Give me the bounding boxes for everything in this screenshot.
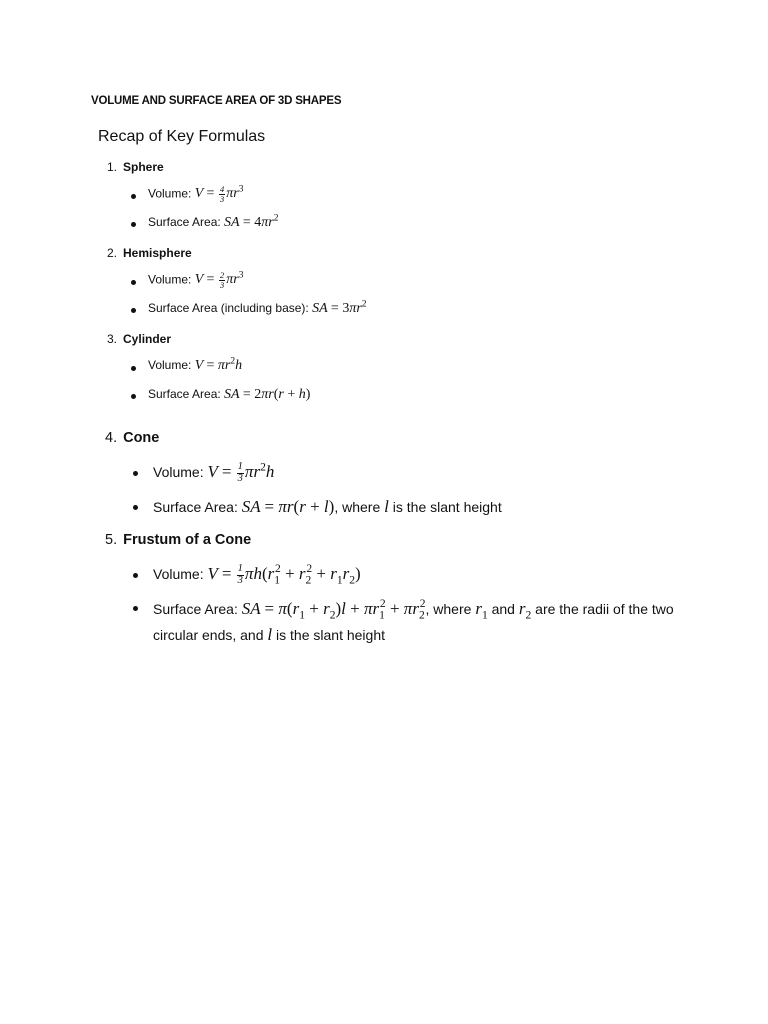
bullet-dot: [131, 280, 136, 285]
cone-surface-note-2: is the slant height: [388, 499, 502, 515]
hemisphere-volume-formula: V = $\frac{2}{3}$ $\pi r^3$: [194, 270, 244, 290]
volume-label: Volume:: [148, 186, 195, 201]
volume-label: Volume:: [153, 464, 208, 480]
section-name: Frustum of a Cone: [123, 532, 252, 548]
document-title: VOLUME AND SURFACE AREA OF 3D SHAPES: [91, 95, 342, 107]
section-hemisphere-heading: [107, 246, 192, 260]
section-cone-heading: [105, 430, 159, 446]
hemisphere-surface-row: [148, 301, 367, 317]
section-number: 5.: [105, 532, 118, 548]
section-frustum-heading: [105, 532, 251, 548]
cylinder-surface-formula: SA = 2πr(r + h): [224, 387, 311, 402]
sphere-volume-formula: V = $\frac{4}{3}$ $\pi r^3$: [194, 184, 244, 204]
hemisphere-surface-formula: SA = $3\pi r^2$: [312, 299, 367, 316]
section-cylinder-heading: [107, 332, 171, 346]
frustum-surface-note-1: , where: [425, 601, 476, 617]
bullet-dot: [131, 222, 136, 227]
section-name: Cylinder: [123, 332, 172, 346]
section-sphere-heading: [107, 160, 164, 174]
cone-surface-row: [153, 497, 502, 517]
bullet-dot: [131, 194, 136, 199]
slant-height-symbol: l: [384, 497, 389, 516]
bullet-dot: [133, 505, 138, 510]
recap-heading: Recap of Key Formulas: [98, 128, 266, 145]
cone-volume-row: [153, 462, 274, 484]
radius-2-symbol: $r_2$: [518, 599, 532, 622]
radius-1-symbol: $r_1$: [475, 599, 488, 622]
frustum-surface-note-4: circular ends, and: [153, 627, 268, 643]
section-name: Hemisphere: [123, 246, 192, 260]
cone-surface-note-1: , where: [334, 499, 385, 515]
sphere-volume-row: [148, 185, 244, 203]
frustum-volume-formula: V = $\frac{1}{3}$ $\pi h(r_1^2 + r_2^2 + r_1r_2)$: [207, 562, 361, 587]
bullet-dot: [133, 573, 138, 578]
hemisphere-volume-row: [148, 271, 244, 289]
section-name: Cone: [123, 430, 160, 446]
section-number: 2.: [107, 246, 118, 260]
section-name: Sphere: [123, 160, 164, 174]
bullet-dot: [131, 308, 136, 313]
section-number: 3.: [107, 332, 118, 346]
surface-label: Surface Area:: [153, 601, 242, 617]
frustum-surface-row: [153, 596, 753, 648]
bullet-dot: [131, 366, 136, 371]
frustum-surface-note-5: is the slant height: [272, 627, 385, 643]
section-number: 1.: [107, 160, 118, 174]
bullet-dot: [133, 471, 138, 476]
frustum-surface-formula: SA = $\pi(r_1 + r_2)l + \pi r_1^2 + \pi r_2^2$: [241, 597, 426, 622]
volume-label: Volume:: [148, 358, 195, 372]
frustum-surface-note-3: are the radii of the two: [531, 601, 674, 617]
surface-label: Surface Area:: [148, 215, 225, 229]
sphere-surface-row: [148, 215, 279, 231]
slant-height-symbol: l: [267, 625, 273, 644]
volume-label: Volume:: [148, 272, 195, 287]
frustum-volume-row: [153, 564, 361, 586]
bullet-dot: [131, 394, 136, 399]
cylinder-volume-formula: $V = \pi r^2h$: [194, 356, 243, 373]
section-number: 4.: [105, 430, 118, 446]
surface-label: Surface Area:: [153, 499, 242, 515]
cylinder-surface-row: [148, 387, 310, 403]
cone-volume-formula: V = $\frac{1}{3}$ $\pi r^2h$: [207, 460, 275, 484]
cone-surface-formula: SA = πr(r + l): [241, 497, 335, 516]
surface-label: Surface Area:: [148, 387, 225, 401]
surface-label: Surface Area (including base):: [148, 301, 313, 315]
bullet-dot: [133, 606, 138, 611]
sphere-surface-formula: SA = $4\pi r^2$: [224, 213, 279, 230]
cylinder-volume-row: [148, 358, 242, 374]
volume-label: Volume:: [153, 566, 208, 582]
frustum-surface-note-2: and: [487, 601, 519, 617]
